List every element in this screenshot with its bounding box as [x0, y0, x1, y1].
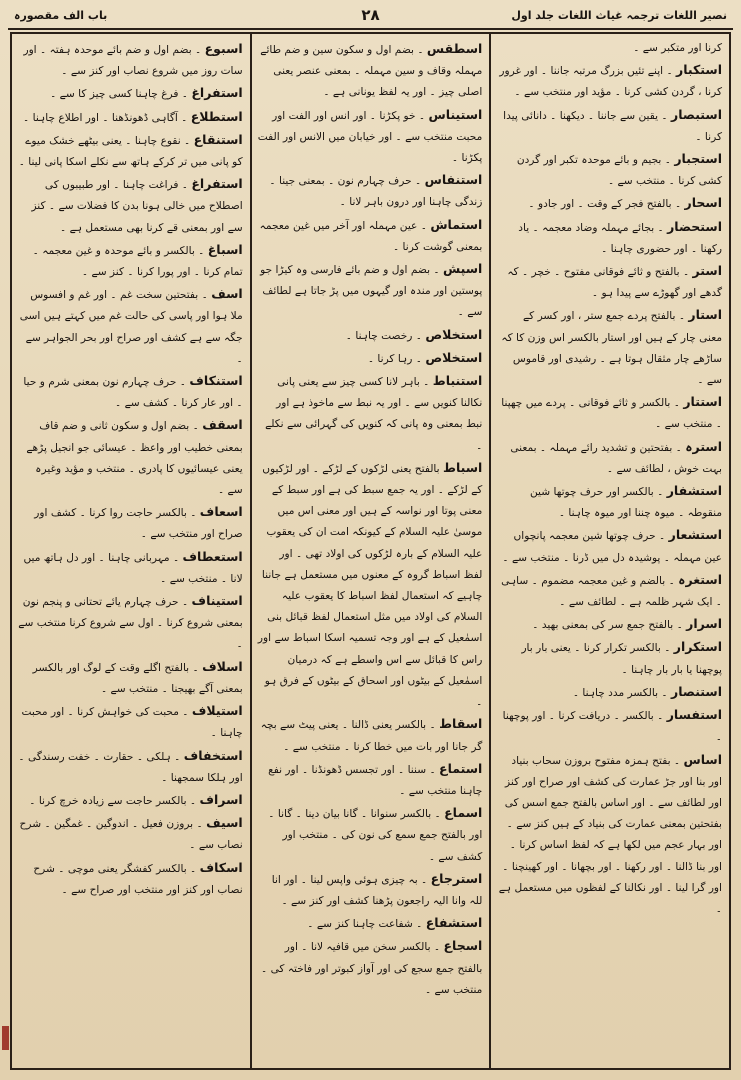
dictionary-entry — [497, 216, 722, 260]
dictionary-entry — [258, 713, 483, 757]
entry-definition: ۔ بالکسر و بائے موحدہ و غین معجمہ ۔ تمام کرنا ۔ اور پورا کرنا ۔ کنز سے ۔ — [32, 244, 243, 279]
entry-definition: ۔ حرف چہارم نون بمعنی شرم و حیا ۔ اور عار کرنا ۔ کشف سے ۔ — [23, 376, 243, 410]
entry-headword: استیناف — [191, 593, 243, 609]
dictionary-entry — [18, 129, 243, 173]
dictionary-entry — [258, 912, 483, 935]
entry-headword: اسکاف — [199, 859, 243, 875]
entry-headword: استفراغ — [191, 176, 243, 192]
dictionary-entry — [18, 656, 243, 700]
entry-headword: استر — [692, 263, 722, 279]
page-number: ۲۸ — [361, 6, 380, 24]
dictionary-entry — [497, 436, 722, 480]
entry-definition: ۔ محبت کی خواہش کرنا ۔ اور محبت چاہنا ۔ — [21, 706, 243, 740]
dictionary-entry — [497, 38, 722, 59]
dictionary-entry — [18, 745, 243, 789]
entry-headword: استغرہ — [678, 571, 722, 587]
entry-definition: ۔ بہ چیزی ہوئی واپس لینا ۔ اور انا للہ وانا الیہ راجعون پڑھنا کشف اور کنز سے ۔ — [271, 873, 483, 907]
dictionary-entry — [258, 38, 483, 104]
entry-definition: بالفتح یعنی لڑکوں کے لڑکے ۔ اور لڑکیوں کے لڑکے ۔ اور یہ جمع سبط کی ہے اور سبط کے معنی پوتا اور نواسہ کے ہیں اور معنی اس میں موسیٰ علیہ السلام کے کیونکہ امت ان کی یعقوب علیہ السلام کے بارہ لڑکوں کی اولاد تھی ۔ اور لفظ اسباط گروہ کے معنوں میں مستعمل ہے جاننا چاہیے کہ استعمال لفظ اسباط کا یعقوب علیہ السلام کی اولاد میں مثل استعمال لفظ قبائل بنی اسمٰعیل کے ہے اور وجہ تسمیہ اسکا اسباط سے اور راس کا قبائل سے اس واسطے ہے کہ درمیان اسمٰعیل کے بیٹوں اور اسحاق کے بیٹوں کے فرق ہو ۔ — [257, 462, 483, 709]
columns-frame — [10, 32, 731, 1070]
entry-headword: اسرار — [686, 616, 722, 632]
entry-headword: استنفاس — [424, 172, 483, 188]
entry-definition: ۔ ہلکی ۔ حقارت ۔ خفت رسندگی ۔ اور ہلکا سمجھنا ۔ — [18, 750, 243, 784]
entry-definition: ۔ مہربانی چاہنا ۔ اور دل ہاتھ میں لانا ۔ منتخب سے ۔ — [23, 551, 243, 585]
dictionary-entry — [497, 148, 722, 192]
entry-headword: استیناس — [428, 106, 483, 122]
entry-headword: اسلاف — [202, 658, 243, 674]
entry-headword: اساس — [683, 751, 722, 767]
dictionary-entry — [18, 283, 243, 370]
dictionary-entry — [497, 480, 722, 524]
entry-definition: ۔ بالکسر یعنی ڈالنا ۔ یعنی پیٹ سے بچہ گر جانا اور بات میں خطا کرنا ۔ منتخب سے ۔ — [260, 719, 483, 753]
entry-definition: ۔ بفتحتین سخت غم ۔ اور غم و افسوس ملا ہوا اور پاسی کی حالت غم میں کہتے ہیں اسی جگہ سے ہے کشف اور صراح اور بحر الجواہر سے ۔ — [19, 289, 243, 365]
entry-definition: ۔ حرف چہارم نون ۔ بمعنی جینا ۔ زندگی چاہنا اور درون باہر لانا ۔ — [269, 175, 483, 209]
entry-headword: استیلاف — [191, 703, 243, 719]
entry-headword: استماش — [430, 216, 483, 232]
entry-headword: استشعار — [668, 527, 722, 543]
entry-headword: استخفاف — [183, 747, 243, 763]
dictionary-entry — [497, 681, 722, 704]
entry-definition: ۔ باہر لانا کسی چیز سے یعنی پانی نکالنا کنویں سے ۔ اور یہ نبط سے ماخوذ ہے اور نبط بمعنی وہ پانی کہ کنویں کی گہرائی سے نکلے ۔ — [265, 376, 483, 452]
entry-definition: ۔ حرف چوتھا شین معجمہ پانچواں عین مہملہ ۔ پوشیدہ دل میں ڈرنا ۔ منتخب سے ۔ — [502, 530, 722, 564]
entry-definition: ۔ بالکسر ۔ دریافت کرنا ۔ اور پوچھنا ۔ — [502, 710, 722, 744]
dictionary-entry — [18, 414, 243, 501]
entry-headword: استشفار — [666, 483, 722, 499]
dictionary-entry — [18, 789, 243, 812]
entry-headword: اسحار — [684, 195, 722, 211]
entry-definition: ۔ بجیم و بائے موحدہ تکبر اور گردن کشی کرنا ۔ منتخب سے ۔ — [516, 154, 722, 188]
dictionary-entry — [18, 501, 243, 545]
dictionary-entry — [497, 524, 722, 568]
column-right — [491, 34, 729, 1068]
entry-headword: اسجاع — [443, 938, 483, 954]
entry-definition: ۔ اپنے تئیں بزرگ مرتبہ جاننا ۔ اور غرور کرنا ، گردن کشی کرنا ۔ مؤید اور منتخب سے ۔ — [499, 65, 722, 99]
entry-definition: ۔ بالکسر اور حرف چوتھا شین منقوطہ ۔ میوہ چننا اور میوہ چاہنا ۔ — [529, 486, 722, 520]
dictionary-entry — [18, 239, 243, 283]
entry-definition: ۔ بضم اول و سکون ثانی و ضم قاف بمعنی خطیب اور واعظ ۔ عیسائی جو انجیل پڑھے یعنی عیسائیوں کا پادری ۔ منتخب و مؤید وغیرہ سے ۔ — [26, 420, 243, 497]
entry-headword: اسعاف — [199, 504, 243, 520]
entry-headword: اسف — [211, 286, 243, 302]
column-left — [12, 34, 252, 1068]
entry-headword: استار — [688, 307, 722, 323]
chapter-title: باب الف مقصورہ — [14, 9, 108, 22]
dictionary-entry — [258, 104, 483, 170]
entry-headword: استبصار — [671, 106, 722, 122]
dictionary-entry — [258, 169, 483, 213]
entry-definition: ۔ فرغ چاہنا کسی چیز کا سے ۔ — [50, 88, 192, 101]
dictionary-entry — [497, 59, 722, 103]
entry-definition: ۔ بالفتح جمع سر کی بمعنی بھید ۔ — [532, 619, 687, 632]
entry-headword: استتار — [683, 394, 722, 410]
entry-headword: استنقاع — [193, 131, 243, 147]
entry-definition: ۔ فراغت چاہنا ۔ اور طبیبوں کی اصطلاح میں خالی ہونا بدن کا فضلات سے ۔ کنز سے اور بمعنی قے کرنا بھی مستعمل ہے ۔ — [31, 179, 243, 234]
entry-definition: ۔ بالفتح و ثائے فوقانی مفتوح ۔ خچر ۔ کہ گدھے اور گھوڑے سے پیدا ہو ۔ — [507, 266, 722, 300]
dictionary-entry — [18, 546, 243, 590]
dictionary-entry — [18, 812, 243, 856]
entry-definition: ۔ بضم اول و ضم بائے فارسی وہ کیڑا جو پوستین اور مندہ اور گیہوں میں پڑ جاتا ہے لطائف سے ۔ — [260, 264, 483, 319]
entry-headword: استنباط — [432, 373, 483, 389]
entry-definition: ۔ عین مہملہ اور آخر میں غین معجمہ بمعنی گوشت کرنا ۔ — [259, 219, 483, 253]
dictionary-entry — [497, 704, 722, 748]
dictionary-entry — [258, 370, 483, 457]
entry-headword: استخلاص — [425, 349, 483, 365]
entry-headword: اسراف — [199, 791, 243, 807]
column-middle — [252, 34, 492, 1068]
dictionary-entry — [497, 192, 722, 215]
entry-headword: اسطقس — [426, 41, 483, 56]
entry-definition: ۔ بالفتح پردے جمع ستر ، اور کسر کے معنی چار کے ہیں اور استار بالکسر اس وزن کا کہ ساڑھے چار مثقال ہوتا ہے ۔ رشیدی اور قاموس سے ۔ — [501, 310, 722, 387]
entry-headword: اسقف — [202, 417, 243, 433]
entry-definition: ۔ بالکسر حاجت سے زیادہ خرچ کرنا ۔ — [29, 794, 200, 807]
entry-headword: اسباغ — [207, 241, 243, 257]
entry-headword: اسقاط — [439, 716, 483, 732]
dictionary-entry — [497, 749, 722, 921]
entry-headword: استطلاع — [190, 108, 243, 124]
dictionary-entry — [258, 214, 483, 258]
entry-definition: ۔ بالکسر و ثائے فوقانی ۔ پردے میں چھپنا ۔ منتخب سے ۔ — [501, 397, 722, 431]
entry-headword: استرہ — [685, 438, 722, 454]
dictionary-entry — [258, 324, 483, 347]
entry-headword: استحضار — [667, 218, 722, 234]
entry-definition: ۔ بضم اول و سکون سین و ضم طائے مہملہ وقاف و سین مہملہ ۔ بمعنی عنصر یعنی اصلی چیز ۔ اور یہ لفظ یونانی ہے ۔ — [260, 44, 483, 99]
entry-definition: ۔ شفاعت چاہنا کنز سے ۔ — [307, 918, 426, 931]
entry-definition: ۔ بالکسر مدد چاہنا ۔ — [572, 686, 671, 699]
entry-definition: ۔ سننا ۔ اور تجسس ڈھونڈنا ۔ اور نفع چاہنا منتخب سے ۔ — [268, 763, 483, 797]
entry-definition: ۔ بروزن فعیل ۔ اندوگین ۔ غمگین ۔ شرح نصاب سے ۔ — [19, 818, 243, 852]
entry-headword: استنصار — [671, 683, 722, 699]
dictionary-entry — [258, 347, 483, 370]
dictionary-entry — [258, 258, 483, 324]
book-title: نصیر اللغات ترجمہ غیاث اللغات جلد اول — [511, 9, 727, 22]
dictionary-entry — [497, 260, 722, 304]
entry-definition: ۔ آگاہی ڈھونڈھنا ۔ اور اطلاع چاہنا ۔ — [23, 111, 191, 124]
dictionary-entry — [497, 104, 722, 148]
dictionary-entry — [18, 857, 243, 901]
entry-headword: استکبار — [676, 62, 722, 78]
entry-definition: ۔ بضم اول و ضم بائے موحدہ ہفتہ ۔ اور سات روز میں شروع نصاب اور کنز سے ۔ — [23, 44, 243, 78]
entry-definition: ۔ بالکسر تکرار کرنا ۔ یعنی بار بار پوچھنا یا بار بار چاہنا ۔ — [521, 642, 722, 676]
entry-definition: ۔ رخصت چاہنا ۔ — [345, 329, 426, 342]
dictionary-entry — [258, 868, 483, 912]
dictionary-entry — [258, 758, 483, 802]
entry-headword: استفراغ — [191, 85, 243, 101]
entry-headword: اسبوع — [204, 41, 243, 56]
dictionary-entry — [18, 38, 243, 82]
dictionary-entry — [18, 82, 243, 105]
entry-headword: استرجاع — [430, 870, 483, 886]
entry-headword: اسباط — [442, 459, 483, 475]
entry-definition: ۔ بفتح ہمزہ مفتوح بروزن سحاب بنیاد اور بنا اور جڑ عمارت کی کشف اور صراح اور کنز اور لطائف سے ۔ اور اساس بالفتح جمع اسس کی بفتحتین بمعنی عمارت کی بنیاد کے ہیں کنز سے ۔ اور بہار عجم میں لکھا ہے کہ لفظ اساس کرنا ۔ اور بنا ڈالنا ۔ اور رکھنا ۔ اور بچھانا ۔ اور کھینچنا ۔ اور گرا لینا ۔ اور نکالنا کے لفظوں میں مستعمل ہے ۔ — [498, 754, 722, 915]
entry-headword: اسماع — [444, 805, 483, 821]
entry-definition: ۔ بجائے مہملہ وضاد معجمہ ۔ یاد رکھنا ۔ اور حضوری چاہنا ۔ — [518, 221, 722, 255]
entry-definition: ۔ خو پکڑنا ۔ اور انس اور الفت اور محبت منتخب سے ۔ اور خیابان میں الانس اور الفت پکڑنا ۔ — [257, 109, 483, 165]
entry-headword: استجبار — [674, 151, 722, 167]
entry-headword: استماع — [439, 760, 483, 776]
entry-definition: ۔ بالکسر سنوانا ۔ گانا بیان دینا ۔ گانا ۔ اور بالفتح جمع سمع کی نون کی ۔ منتخب اور کشف سے ۔ — [268, 808, 483, 863]
entry-definition: ۔ حرف چہارم یائے تحتانی و پنجم نون بمعنی شروع کرنا ۔ اول سے شروع کرنا منتخب سے ۔ — [18, 596, 243, 651]
red-margin-mark — [2, 1026, 9, 1050]
entry-headword: استنکاف — [189, 373, 243, 389]
dictionary-entry — [497, 636, 722, 680]
dictionary-entry — [497, 304, 722, 391]
entry-definition: کرنا اور متکبر سے ۔ — [633, 42, 722, 54]
dictionary-entry — [18, 700, 243, 744]
entry-headword: اسپش — [442, 261, 483, 277]
entry-headword: استعطاف — [182, 548, 243, 564]
entry-definition: ۔ بالکسر سخن میں قافیہ لانا ۔ اور بالفتح جمع سجع کی اور آواز کبوتر اور فاختہ کی ۔ منتخب سے ۔ — [261, 941, 483, 996]
dictionary-entry — [18, 173, 243, 239]
entry-definition: ۔ بالضم و غین معجمہ مضموم ۔ ساہی ۔ ایک شہر ظلمہ ہے ۔ لطائف سے ۔ — [501, 574, 722, 609]
entry-headword: استفسار — [666, 707, 722, 723]
entry-headword: استکرار — [673, 639, 722, 655]
dictionary-entry — [258, 457, 483, 713]
dictionary-entry — [258, 935, 483, 1001]
entry-definition: ۔ نقوع چاہنا ۔ یعنی بیٹھے خشک میوے کو پانی میں تر کرکے ہاتھ سے نکلے اسکا پانی لینا ۔ — [18, 134, 243, 169]
entry-definition: ۔ یقین سے جاننا ۔ دیکھنا ۔ دانائی پیدا کرنا ۔ — [503, 109, 722, 143]
dictionary-entry — [497, 391, 722, 435]
entry-definition: ۔ بالفتح اگلے وقت کے لوگ اور بالکسر بمعنی آگے بھیجنا ۔ منتخب سے ۔ — [32, 661, 243, 695]
dictionary-entry — [18, 106, 243, 129]
entry-definition: ۔ بالفتح فجر کے وقت ۔ اور جادو ۔ — [528, 198, 685, 211]
entry-definition: ۔ بالکسر حاجت روا کرنا ۔ کشف اور صراح اور منتخب سے ۔ — [34, 507, 243, 541]
dictionary-entry — [18, 370, 243, 414]
entry-definition: ۔ بفتحتین و تشدید رائے مہملہ ۔ بمعنی بہت خوش ، لطائف سے ۔ — [510, 441, 722, 475]
page-header — [8, 6, 733, 30]
dictionary-entry — [258, 802, 483, 868]
entry-headword: اسیف — [206, 815, 243, 831]
dictionary-entry — [497, 613, 722, 636]
entry-definition: ۔ رہا کرنا ۔ — [367, 352, 426, 365]
entry-headword: استشفاع — [425, 915, 483, 931]
entry-definition: ۔ بالکسر کفشگر یعنی موچی ۔ شرح نصاب اور کنز اور منتخب اور صراح سے ۔ — [33, 862, 243, 896]
entry-headword: استخلاص — [425, 326, 483, 342]
dictionary-entry — [18, 590, 243, 656]
dictionary-entry — [497, 569, 722, 613]
